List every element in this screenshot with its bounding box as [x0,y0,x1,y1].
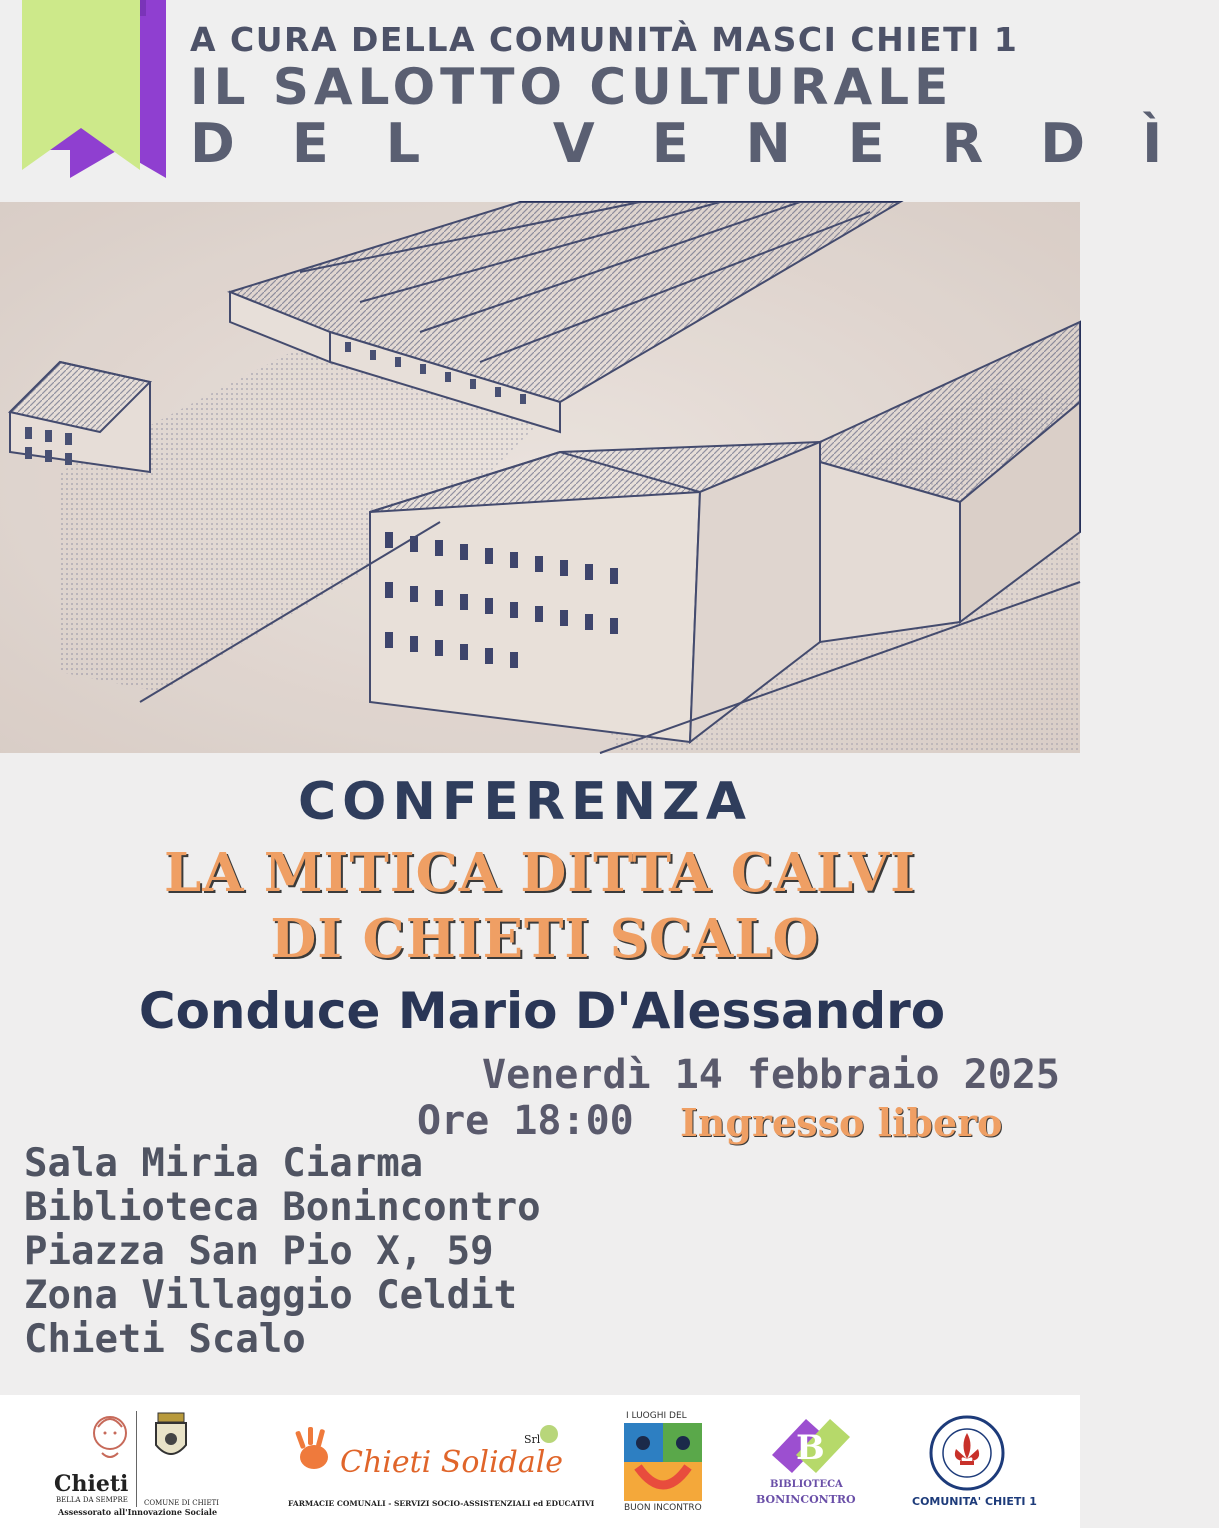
address-line: Biblioteca Bonincontro [24,1185,541,1230]
series-title-line2: DEL VENERDÌ [190,112,1219,175]
fleur-de-lis-badge-icon [922,1415,1012,1493]
chieti-tagline: BELLA DA SEMPRE [56,1496,128,1504]
masci-label: COMUNITA' CHIETI 1 [912,1495,1037,1508]
series-title-line1: IL SALOTTO CULTURALE [190,58,954,116]
biblioteca-label: BIBLIOTECA [770,1479,843,1490]
green-hand-icon [540,1425,558,1443]
venue-address [24,1142,541,1362]
handprint-icon [284,1425,344,1475]
luoghi-bottom-label: BUON INCONTRO [624,1503,702,1513]
sponsor-footer [0,1395,1080,1528]
logo-divider [136,1411,137,1507]
event-type-heading: CONFERENZA [298,772,752,832]
event-title-line2: DI CHIETI SCALO [270,908,820,970]
logo-chieti-solidale [284,1425,595,1515]
book-b-icon [766,1415,856,1475]
chieti-head-icon [80,1409,140,1465]
svg-text:B: B [796,1428,825,1468]
logo-luoghi-buon-incontro [624,1411,704,1513]
solidale-srl: Srl [524,1433,541,1446]
assessorato-label: Assessorato all'Innovazione Sociale [58,1507,218,1517]
coat-of-arms-icon [148,1411,194,1469]
bookmark-ribbon-icon [22,0,167,180]
address-line: Zona Villaggio Celdit [24,1273,518,1318]
event-title-line1: LA MITICA DITTA CALVI [164,842,916,904]
address-line: Piazza San Pio X, 59 [24,1229,494,1274]
event-time: Ore 18:00 [417,1098,634,1144]
luoghi-face-icon [624,1423,702,1501]
bonincontro-label: BONINCONTRO [756,1493,856,1506]
comune-label: COMUNE DI CHIETI [144,1499,219,1507]
address-line: Sala Miria Ciarma [24,1141,424,1186]
event-date: Venerdì 14 febbraio 2025 [482,1052,1060,1098]
logo-masci-chieti [912,1415,1037,1515]
solidale-wordmark: Chieti Solidale [340,1445,564,1480]
chieti-wordmark: Chieti [54,1471,129,1497]
address-line: Chieti Scalo [24,1317,306,1362]
organizer-line: A CURA DELLA COMUNITÀ MASCI CHIETI 1 [190,20,1019,59]
logo-biblioteca-bonincontro [756,1415,866,1511]
entry-note: Ingresso libero [680,1100,1003,1145]
event-host: Conduce Mario D'Alessandro [138,982,946,1040]
header-banner [0,0,1219,200]
factory-sketch-image [0,202,1080,753]
logo-comune-chieti [52,1409,242,1521]
luoghi-top-label: I LUOGHI DEL [626,1411,687,1421]
solidale-services: FARMACIE COMUNALI - SERVIZI SOCIO-ASSISTENZIALI ed EDUCATIVI [288,1499,595,1508]
